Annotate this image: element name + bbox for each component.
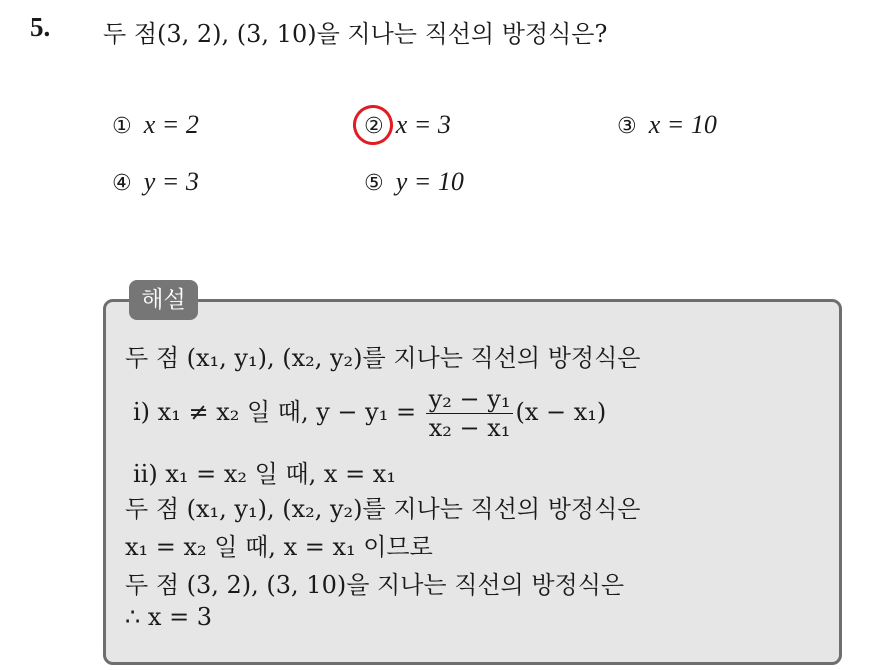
choice-1-text: x = 2 — [143, 110, 199, 139]
choice-3-text: x = 10 — [648, 110, 717, 139]
choice-3-marker: ③ — [617, 114, 637, 139]
choice-2-text: x = 3 — [395, 110, 451, 139]
fraction-numerator: y₂ − y₁ — [426, 385, 514, 414]
choice-5-marker: ⑤ — [364, 171, 384, 196]
choice-5[interactable] — [364, 167, 464, 197]
explanation-line-1: 두 점 (x₁, y₁), (x₂, y₂)를 지나는 직선의 방정식은 — [125, 344, 641, 372]
slope-fraction — [426, 385, 514, 442]
explanation-line-4: 두 점 (x₁, y₁), (x₂, y₂)를 지나는 직선의 방정식은 — [125, 495, 641, 523]
explanation-line-7: ∴ x = 3 — [125, 603, 213, 631]
choice-1-marker: ① — [112, 114, 132, 139]
explanation-line-3: ⅱ) x₁ = x₂ 일 때, x = x₁ — [133, 460, 396, 488]
fraction-multiplier: (x − x₁) — [515, 398, 607, 426]
choice-2-marker: ② — [364, 114, 384, 139]
case-1-condition: ⅰ) x₁ ≠ x₂ 일 때, y − y₁ = — [133, 398, 424, 426]
fraction-denominator: x₂ − x₁ — [428, 414, 511, 442]
explanation-line-5: x₁ = x₂ 일 때, x = x₁ 이므로 — [125, 533, 433, 561]
choice-4-marker: ④ — [112, 171, 132, 196]
answer-circle-icon — [349, 101, 398, 150]
choice-1[interactable] — [112, 110, 199, 140]
choice-4[interactable] — [112, 167, 199, 197]
explanation-line-2 — [133, 385, 606, 442]
choice-3[interactable] — [617, 110, 717, 140]
question-text: 두 점(3, 2), (3, 10)을 지나는 직선의 방정식은? — [103, 20, 608, 48]
explanation-tag: 해설 — [129, 280, 198, 320]
question-number: 5. — [30, 12, 51, 42]
choice-4-text: y = 3 — [143, 167, 199, 196]
choice-5-text: y = 10 — [395, 167, 464, 196]
choice-2[interactable] — [364, 110, 451, 140]
explanation-line-6: 두 점 (3, 2), (3, 10)을 지나는 직선의 방정식은 — [125, 571, 625, 599]
